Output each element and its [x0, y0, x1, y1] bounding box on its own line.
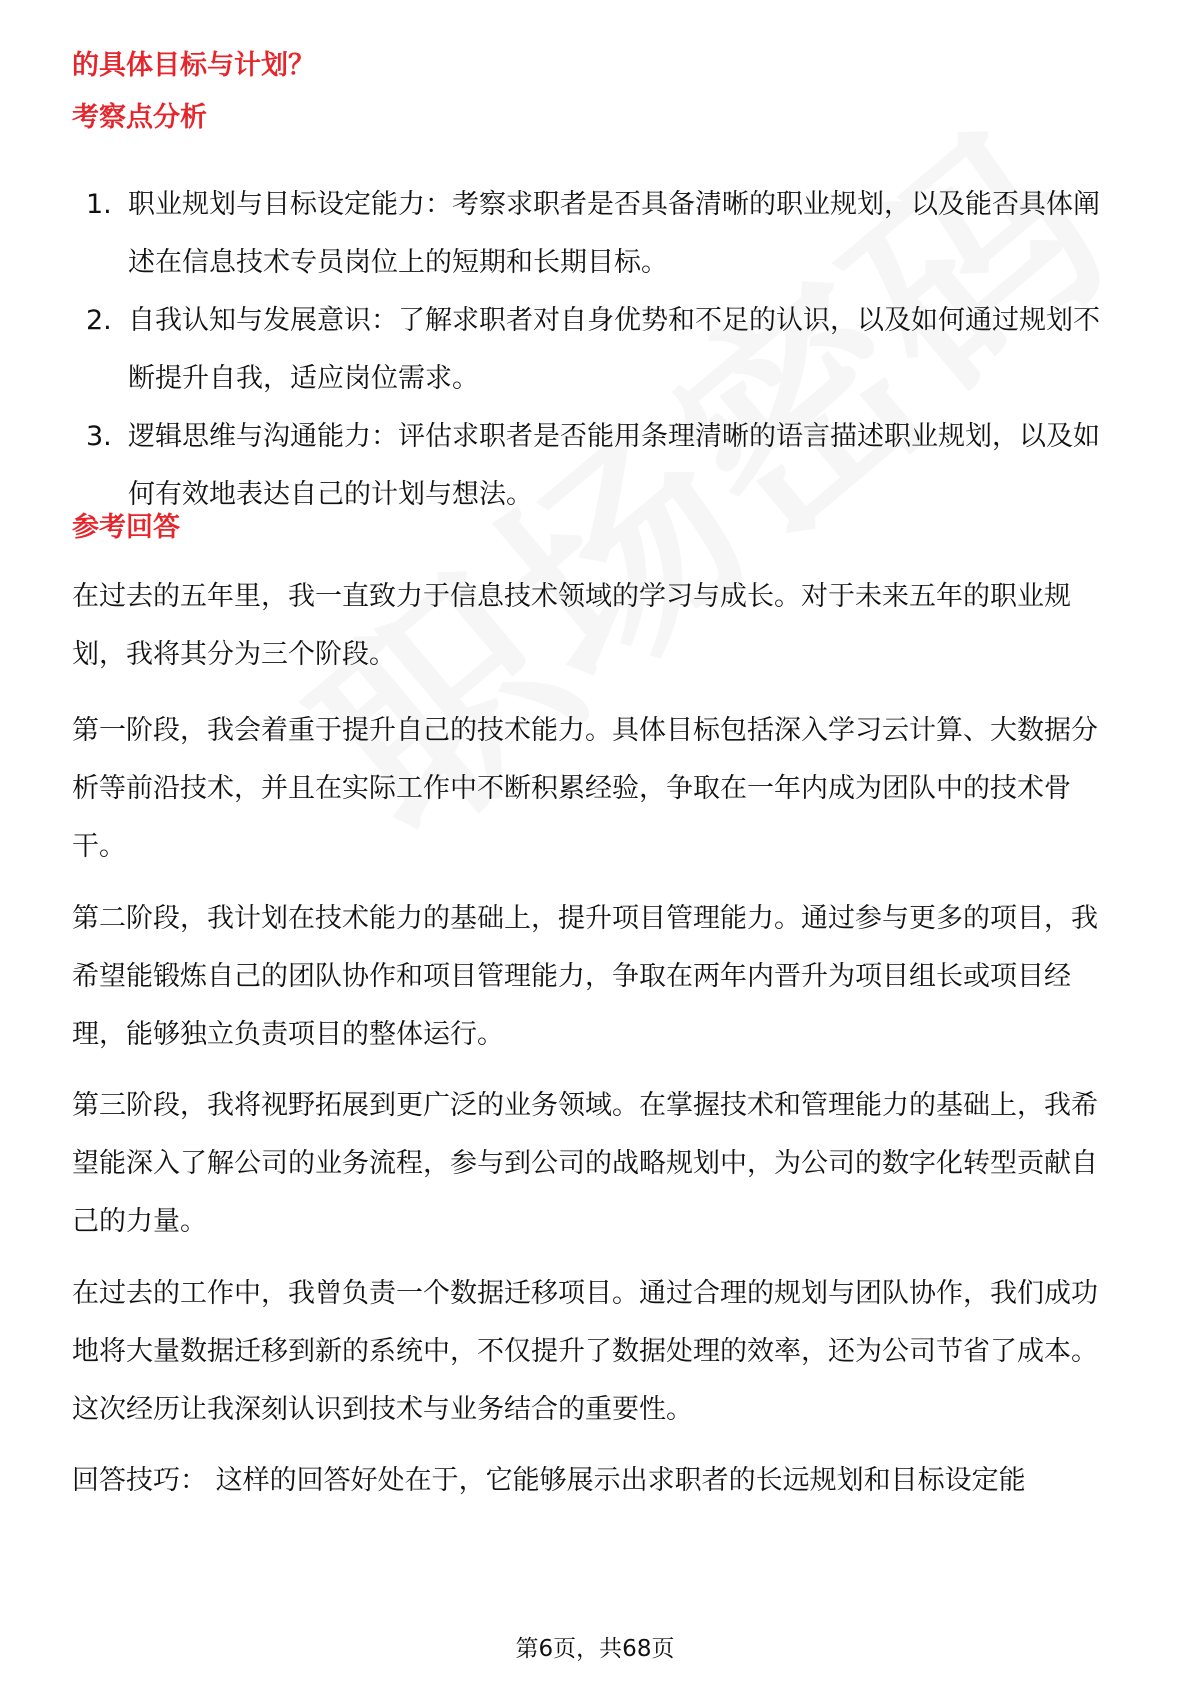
- list-item: [72, 176, 1122, 292]
- page-number: 第6页，共68页: [515, 1636, 675, 1662]
- list-item-text: 职业规划与目标设定能力：考察求职者是否具备清晰的职业规划，以及能否具体阐述在信息技术专员岗位上的短期和长期目标。: [128, 189, 1100, 278]
- section-heading-answer: 参考回答: [72, 512, 180, 543]
- list-number: 3.: [86, 421, 112, 452]
- section-heading-analysis: 考察点分析: [72, 102, 207, 133]
- answer-paragraph: 在过去的工作中，我曾负责一个数据迁移项目。通过合理的规划与团队协作，我们成功地将大量数据迁移到新的系统中，不仅提升了数据处理的效率，还为公司节省了成本。这次经历让我深刻认识到技术与业务结合的重要性。: [72, 1278, 1098, 1425]
- answer-paragraph: 第一阶段，我会着重于提升自己的技术能力。具体目标包括深入学习云计算、大数据分析等前沿技术，并且在实际工作中不断积累经验，争取在一年内成为团队中的技术骨干。: [72, 715, 1098, 862]
- answer-tips-paragraph: 回答技巧： 这样的回答好处在于，它能够展示出求职者的长远规划和目标设定能: [72, 1465, 1026, 1496]
- answer-paragraph: 第二阶段，我计划在技术能力的基础上，提升项目管理能力。通过参与更多的项目，我希望能锻炼自己的团队协作和项目管理能力，争取在两年内晋升为项目组长或项目经理，能够独立负责项目的整体运行。: [72, 903, 1098, 1050]
- list-number: 1.: [86, 189, 112, 220]
- answer-paragraph: 在过去的五年里，我一直致力于信息技术领域的学习与成长。对于未来五年的职业规划，我将其分为三个阶段。: [72, 581, 1071, 670]
- list-item: [72, 292, 1122, 408]
- list-item-text: 自我认知与发展意识：了解求职者对自身优势和不足的认识，以及如何通过规划不断提升自我，适应岗位需求。: [128, 305, 1100, 394]
- analysis-list: [72, 176, 1122, 524]
- list-item: [72, 408, 1122, 524]
- answer-paragraph: 第三阶段，我将视野拓展到更广泛的业务领域。在掌握技术和管理能力的基础上，我希望能深入了解公司的业务流程，参与到公司的战略规划中，为公司的数字化转型贡献自己的力量。: [72, 1090, 1098, 1237]
- list-number: 2.: [86, 305, 112, 336]
- list-item-text: 逻辑思维与沟通能力：评估求职者是否能用条理清晰的语言描述职业规划，以及如何有效地表达自己的计划与想法。: [128, 421, 1100, 510]
- question-heading-tail: 的具体目标与计划？: [72, 50, 315, 81]
